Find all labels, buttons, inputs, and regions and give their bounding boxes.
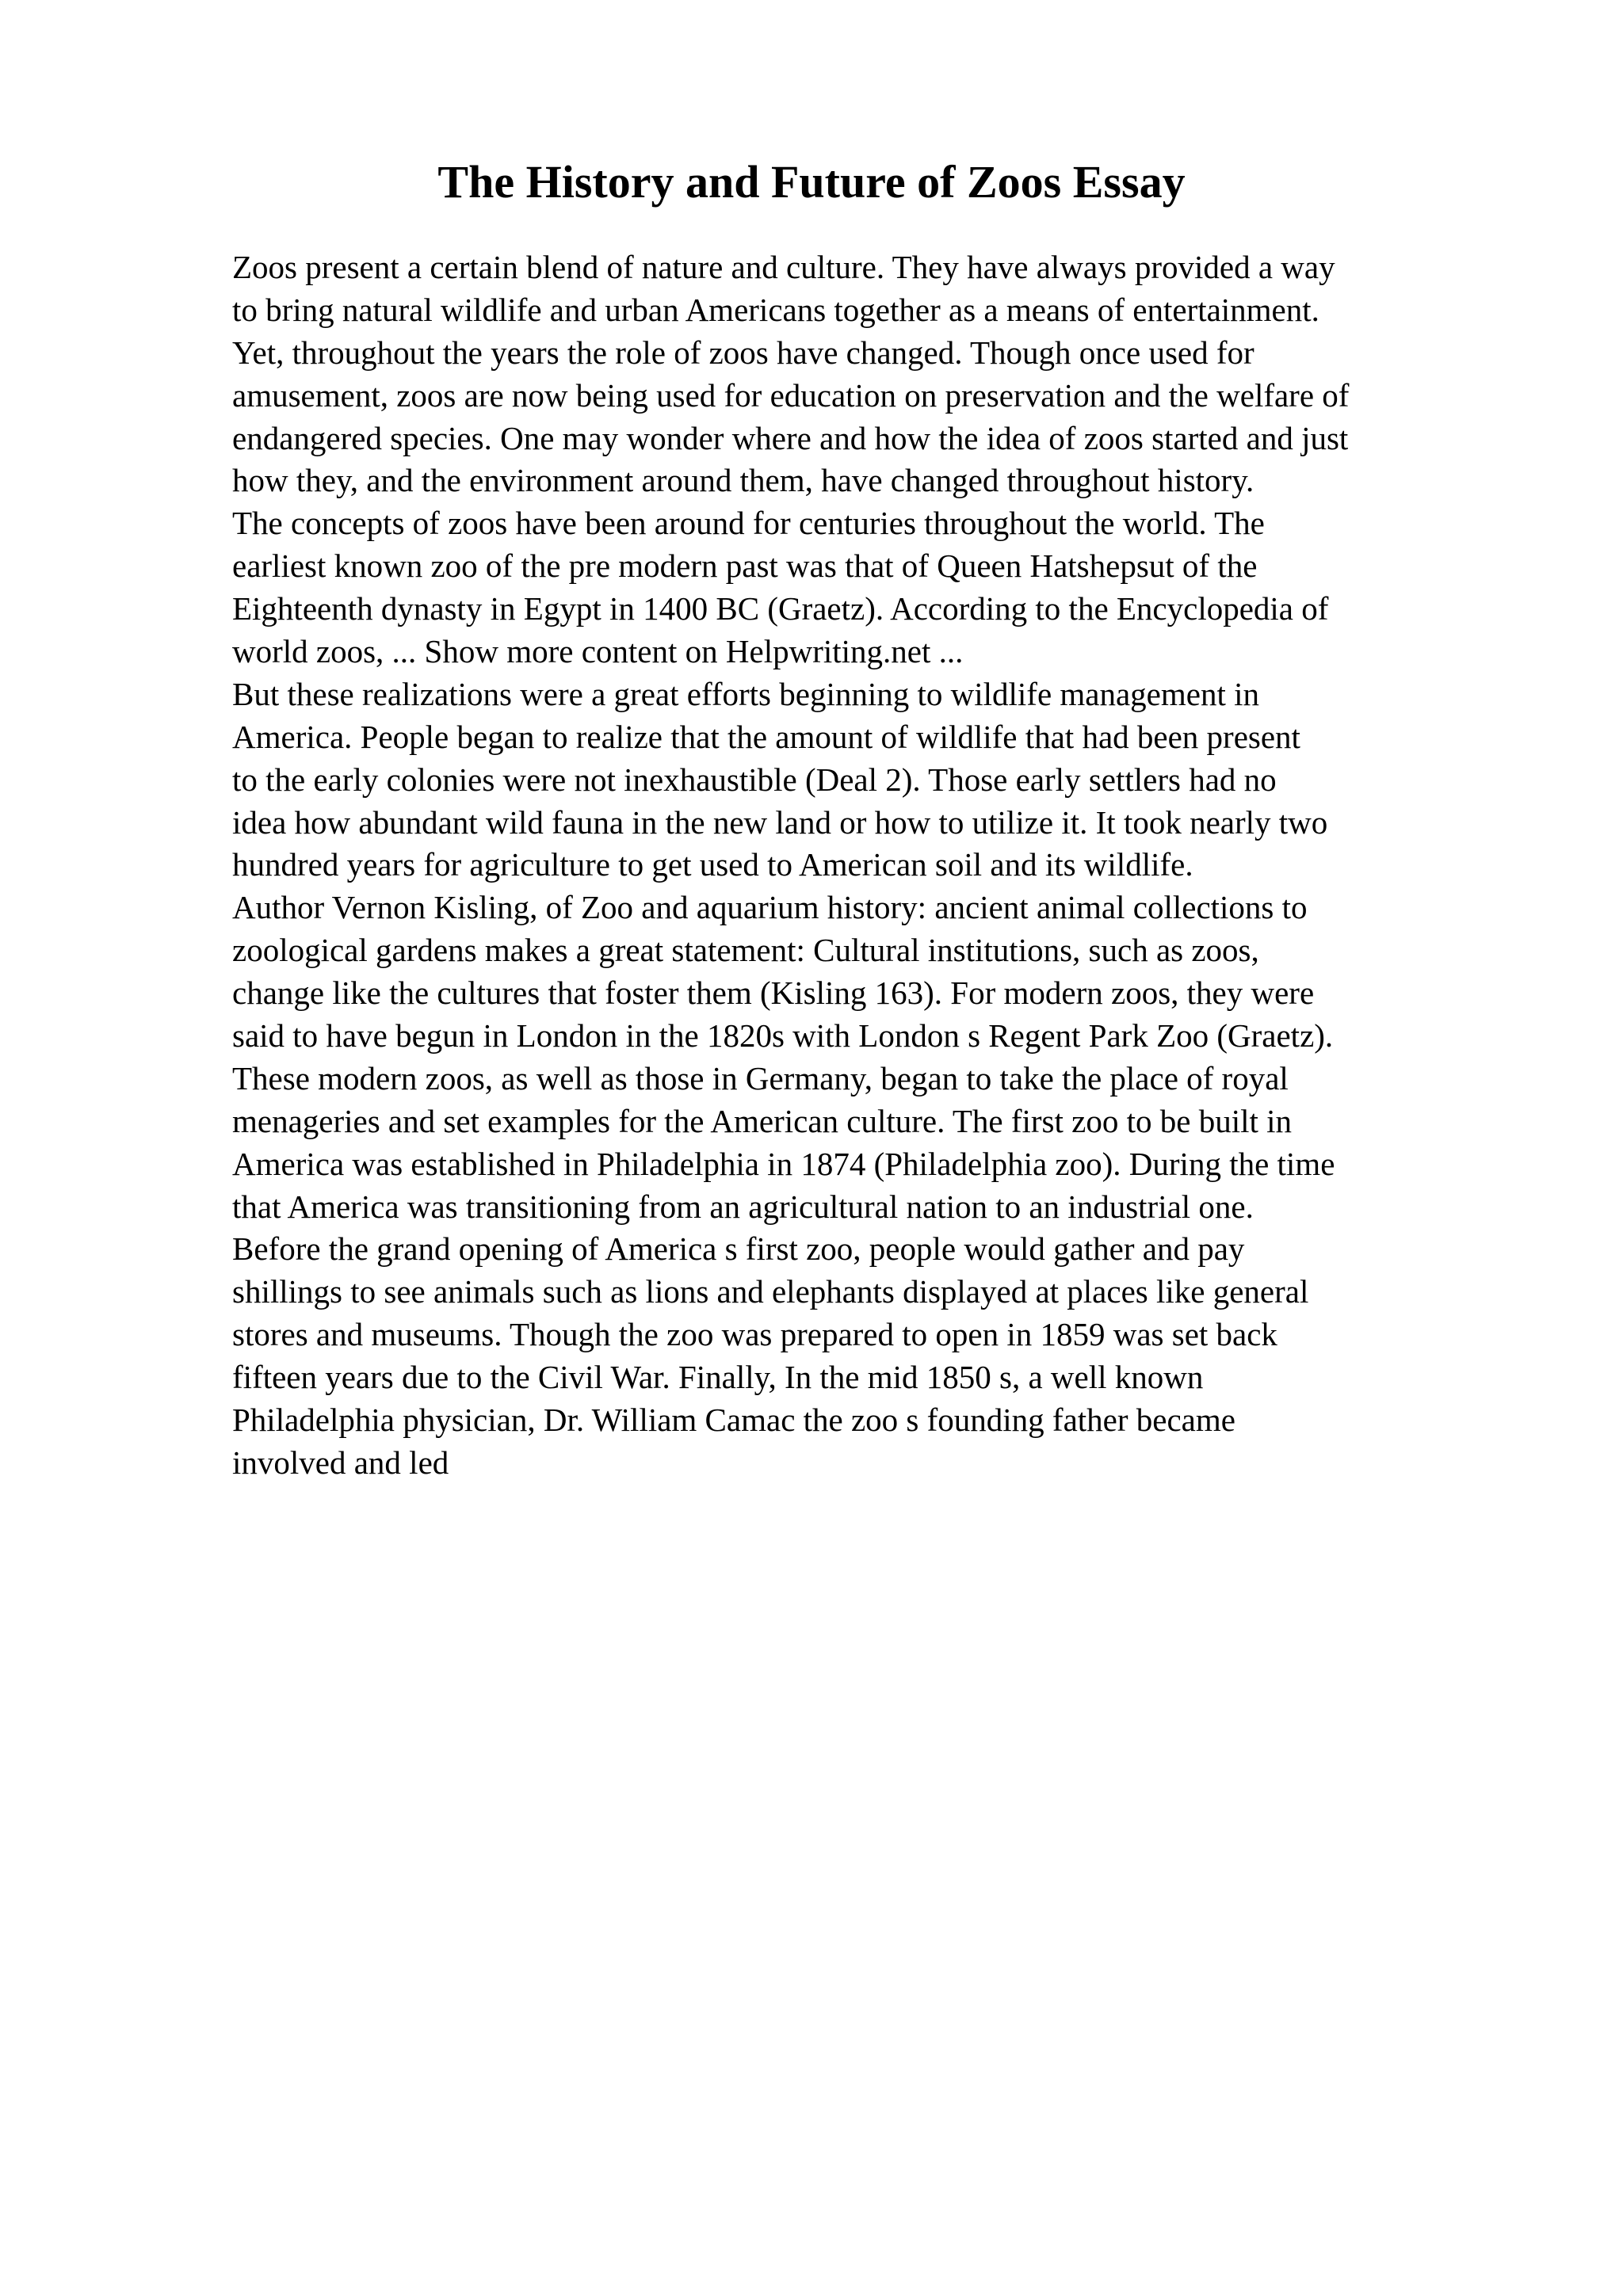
document-body: [232, 246, 1532, 1485]
body-line: fifteen years due to the Civil War. Finally, In the mid 1850 s, a well known: [232, 1359, 1204, 1396]
body-line: said to have begun in London in the 1820s with London s Regent Park Zoo (Graetz).: [232, 1017, 1334, 1055]
body-line: America. People began to realize that the amount of wildlife that had been present: [232, 718, 1300, 755]
body-line: to the early colonies were not inexhaustible (Deal 2). Those early settlers had no: [232, 761, 1277, 798]
body-line: shillings to see animals such as lions and elephants displayed at places like general: [232, 1273, 1309, 1310]
body-line: Philadelphia physician, Dr. William Camac the zoo s founding father became: [232, 1402, 1235, 1439]
body-line: how they, and the environment around them, have changed throughout history.: [232, 462, 1254, 499]
body-line: involved and led: [232, 1444, 449, 1481]
body-line: stores and museums. Though the zoo was prepared to open in 1859 was set back: [232, 1316, 1277, 1353]
body-line: change like the cultures that foster them (Kisling 163). For modern zoos, they were: [232, 974, 1315, 1012]
body-line: menageries and set examples for the American culture. The first zoo to be built in: [232, 1102, 1293, 1139]
body-line: Zoos present a certain blend of nature and culture. They have always provided a way: [232, 249, 1335, 285]
body-line: amusement, zoos are now being used for education on preservation and the welfare of: [232, 376, 1350, 414]
body-line: endangered species. One may wonder where and how the idea of zoos started and just: [232, 419, 1349, 456]
body-line: hundred years for agriculture to get used to American soil and its wildlife.: [232, 846, 1193, 883]
body-line: America was established in Philadelphia in 1874 (Philadelphia zoo). During the time: [232, 1145, 1335, 1182]
body-line: Yet, throughout the years the role of zoos have changed. Though once used for: [232, 334, 1254, 371]
body-line: But these realizations were a great efforts beginning to wildlife management in: [232, 675, 1260, 712]
body-line: zoological gardens makes a great statement: Cultural institutions, such as zoos,: [232, 932, 1259, 969]
body-line: The concepts of zoos have been around for centuries throughout the world. The: [232, 505, 1265, 542]
body-line: Before the grand opening of America s first zoo, people would gather and pay: [232, 1230, 1245, 1268]
body-line: These modern zoos, as well as those in Germany, began to take the place of royal: [232, 1059, 1289, 1097]
body-line: to bring natural wildlife and urban Americans together as a means of entertainment.: [232, 291, 1319, 328]
body-line: earliest known zoo of the pre modern past was that of Queen Hatshepsut of the: [232, 547, 1258, 585]
body-line: idea how abundant wild fauna in the new land or how to utilize it. It took nearly two: [232, 803, 1328, 841]
document-title: The History and Future of Zoos Essay: [437, 156, 1186, 208]
body-line: Author Vernon Kisling, of Zoo and aquarium history: ancient animal collections to: [232, 889, 1308, 926]
body-line: Eighteenth dynasty in Egypt in 1400 BC (Graetz). According to the Encyclopedia of: [232, 590, 1329, 627]
body-line: that America was transitioning from an agricultural nation to an industrial one.: [232, 1188, 1254, 1225]
body-line: world zoos, ... Show more content on Helpwriting.net ...: [232, 633, 964, 670]
